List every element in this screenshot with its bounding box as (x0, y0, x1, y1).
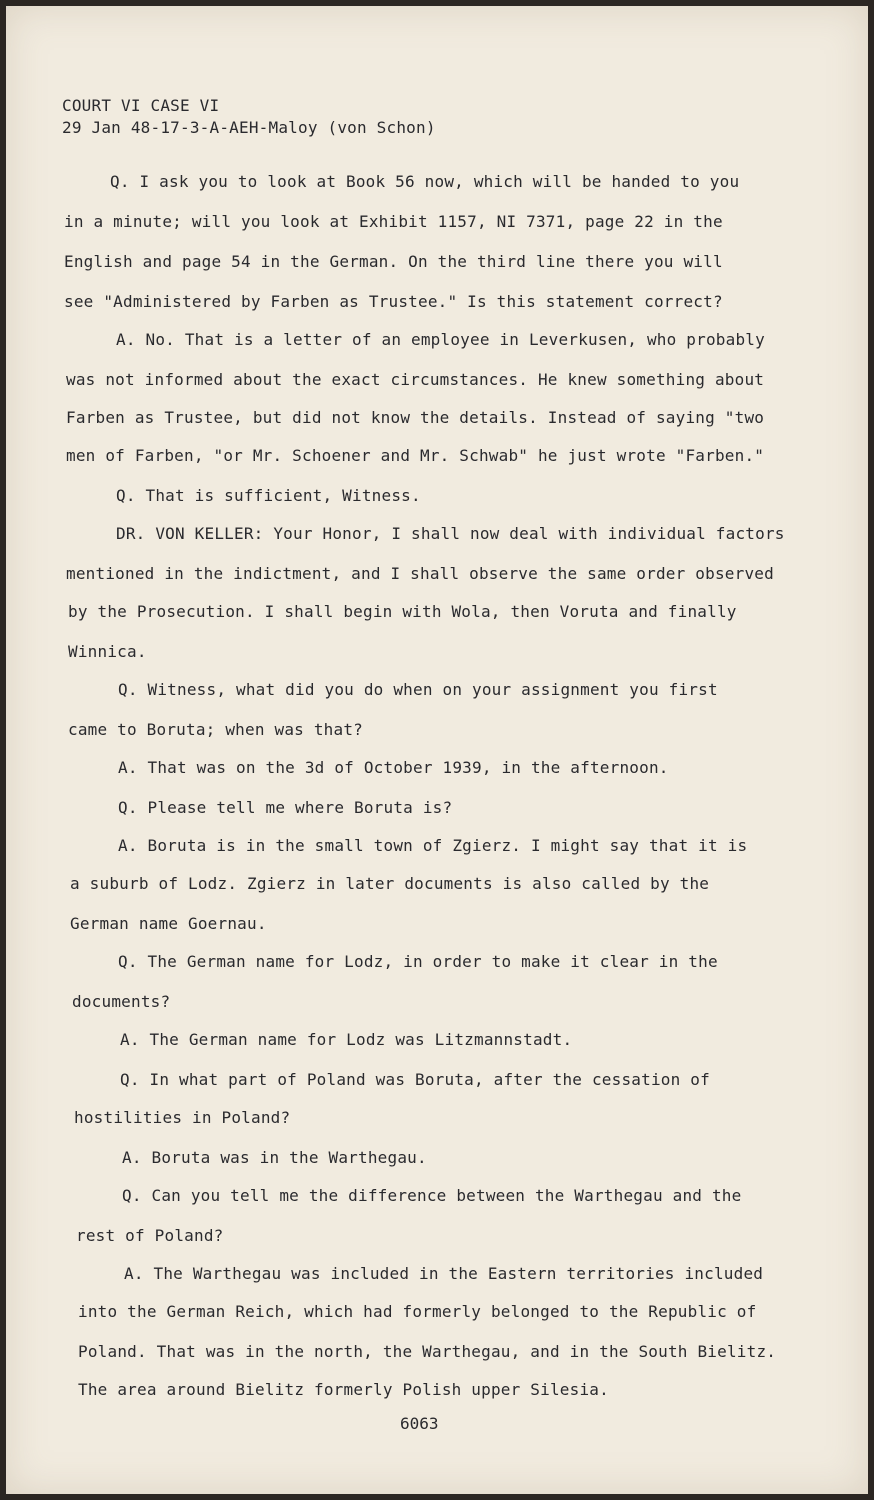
transcript-line: A. Boruta is in the small town of Zgierz. I might say that it is (118, 836, 748, 855)
transcript-line: Winnica. (68, 642, 147, 661)
transcript-line: DR. VON KELLER: Your Honor, I shall now deal with individual factors (116, 524, 785, 543)
transcript-line: Q. Witness, what did you do when on your assignment you first (118, 680, 718, 699)
transcript-line: Poland. That was in the north, the Warthegau, and in the South Bielitz. (78, 1342, 777, 1361)
transcript-line: hostilities in Poland? (74, 1108, 291, 1127)
transcript-line: Q. In what part of Poland was Boruta, after the cessation of (120, 1070, 710, 1089)
transcript-line: was not informed about the exact circumstances. He knew something about (66, 370, 765, 389)
transcript-line: mentioned in the indictment, and I shall observe the same order observed (66, 564, 774, 583)
transcript-line: Farben as Trustee, but did not know the details. Instead of saying "two (66, 408, 765, 427)
header-date-reference: 29 Jan 48-17-3-A-AEH-Maloy (von Schon) (62, 118, 436, 137)
transcript-line: see "Administered by Farben as Trustee." Is this statement correct? (64, 292, 723, 311)
transcript-line: Q. The German name for Lodz, in order to make it clear in the (118, 952, 718, 971)
transcript-line: A. The Warthegau was included in the Eastern territories included (124, 1264, 764, 1283)
transcript-line: came to Boruta; when was that? (68, 720, 363, 739)
transcript-line: Q. Can you tell me the difference between the Warthegau and the (122, 1186, 742, 1205)
page-number: 6063 (400, 1414, 439, 1433)
transcript-line: rest of Poland? (76, 1226, 224, 1245)
transcript-line: German name Goernau. (70, 914, 267, 933)
transcript-line: Q. Please tell me where Boruta is? (118, 798, 453, 817)
transcript-line: Q. I ask you to look at Book 56 now, which will be handed to you (110, 172, 740, 191)
transcript-line: Q. That is sufficient, Witness. (116, 486, 421, 505)
transcript-line: in a minute; will you look at Exhibit 1157, NI 7371, page 22 in the (64, 212, 723, 231)
transcript-line: English and page 54 in the German. On the third line there you will (64, 252, 723, 271)
transcript-line: A. Boruta was in the Warthegau. (122, 1148, 427, 1167)
transcript-line: by the Prosecution. I shall begin with Wola, then Voruta and finally (68, 602, 737, 621)
transcript-line: documents? (72, 992, 171, 1011)
transcript-line: a suburb of Lodz. Zgierz in later documents is also called by the (70, 874, 710, 893)
transcript-line: into the German Reich, which had formerly belonged to the Republic of (78, 1302, 757, 1321)
header-court-case: COURT VI CASE VI (62, 96, 220, 115)
transcript-line: The area around Bielitz formerly Polish upper Silesia. (78, 1380, 609, 1399)
transcript-line: men of Farben, "or Mr. Schoener and Mr. Schwab" he just wrote "Farben." (66, 446, 765, 465)
transcript-line: A. That was on the 3d of October 1939, in the afternoon. (118, 758, 669, 777)
transcript-line: A. The German name for Lodz was Litzmannstadt. (120, 1030, 573, 1049)
transcript-line: A. No. That is a letter of an employee in Leverkusen, who probably (116, 330, 765, 349)
document-page (6, 6, 868, 1494)
